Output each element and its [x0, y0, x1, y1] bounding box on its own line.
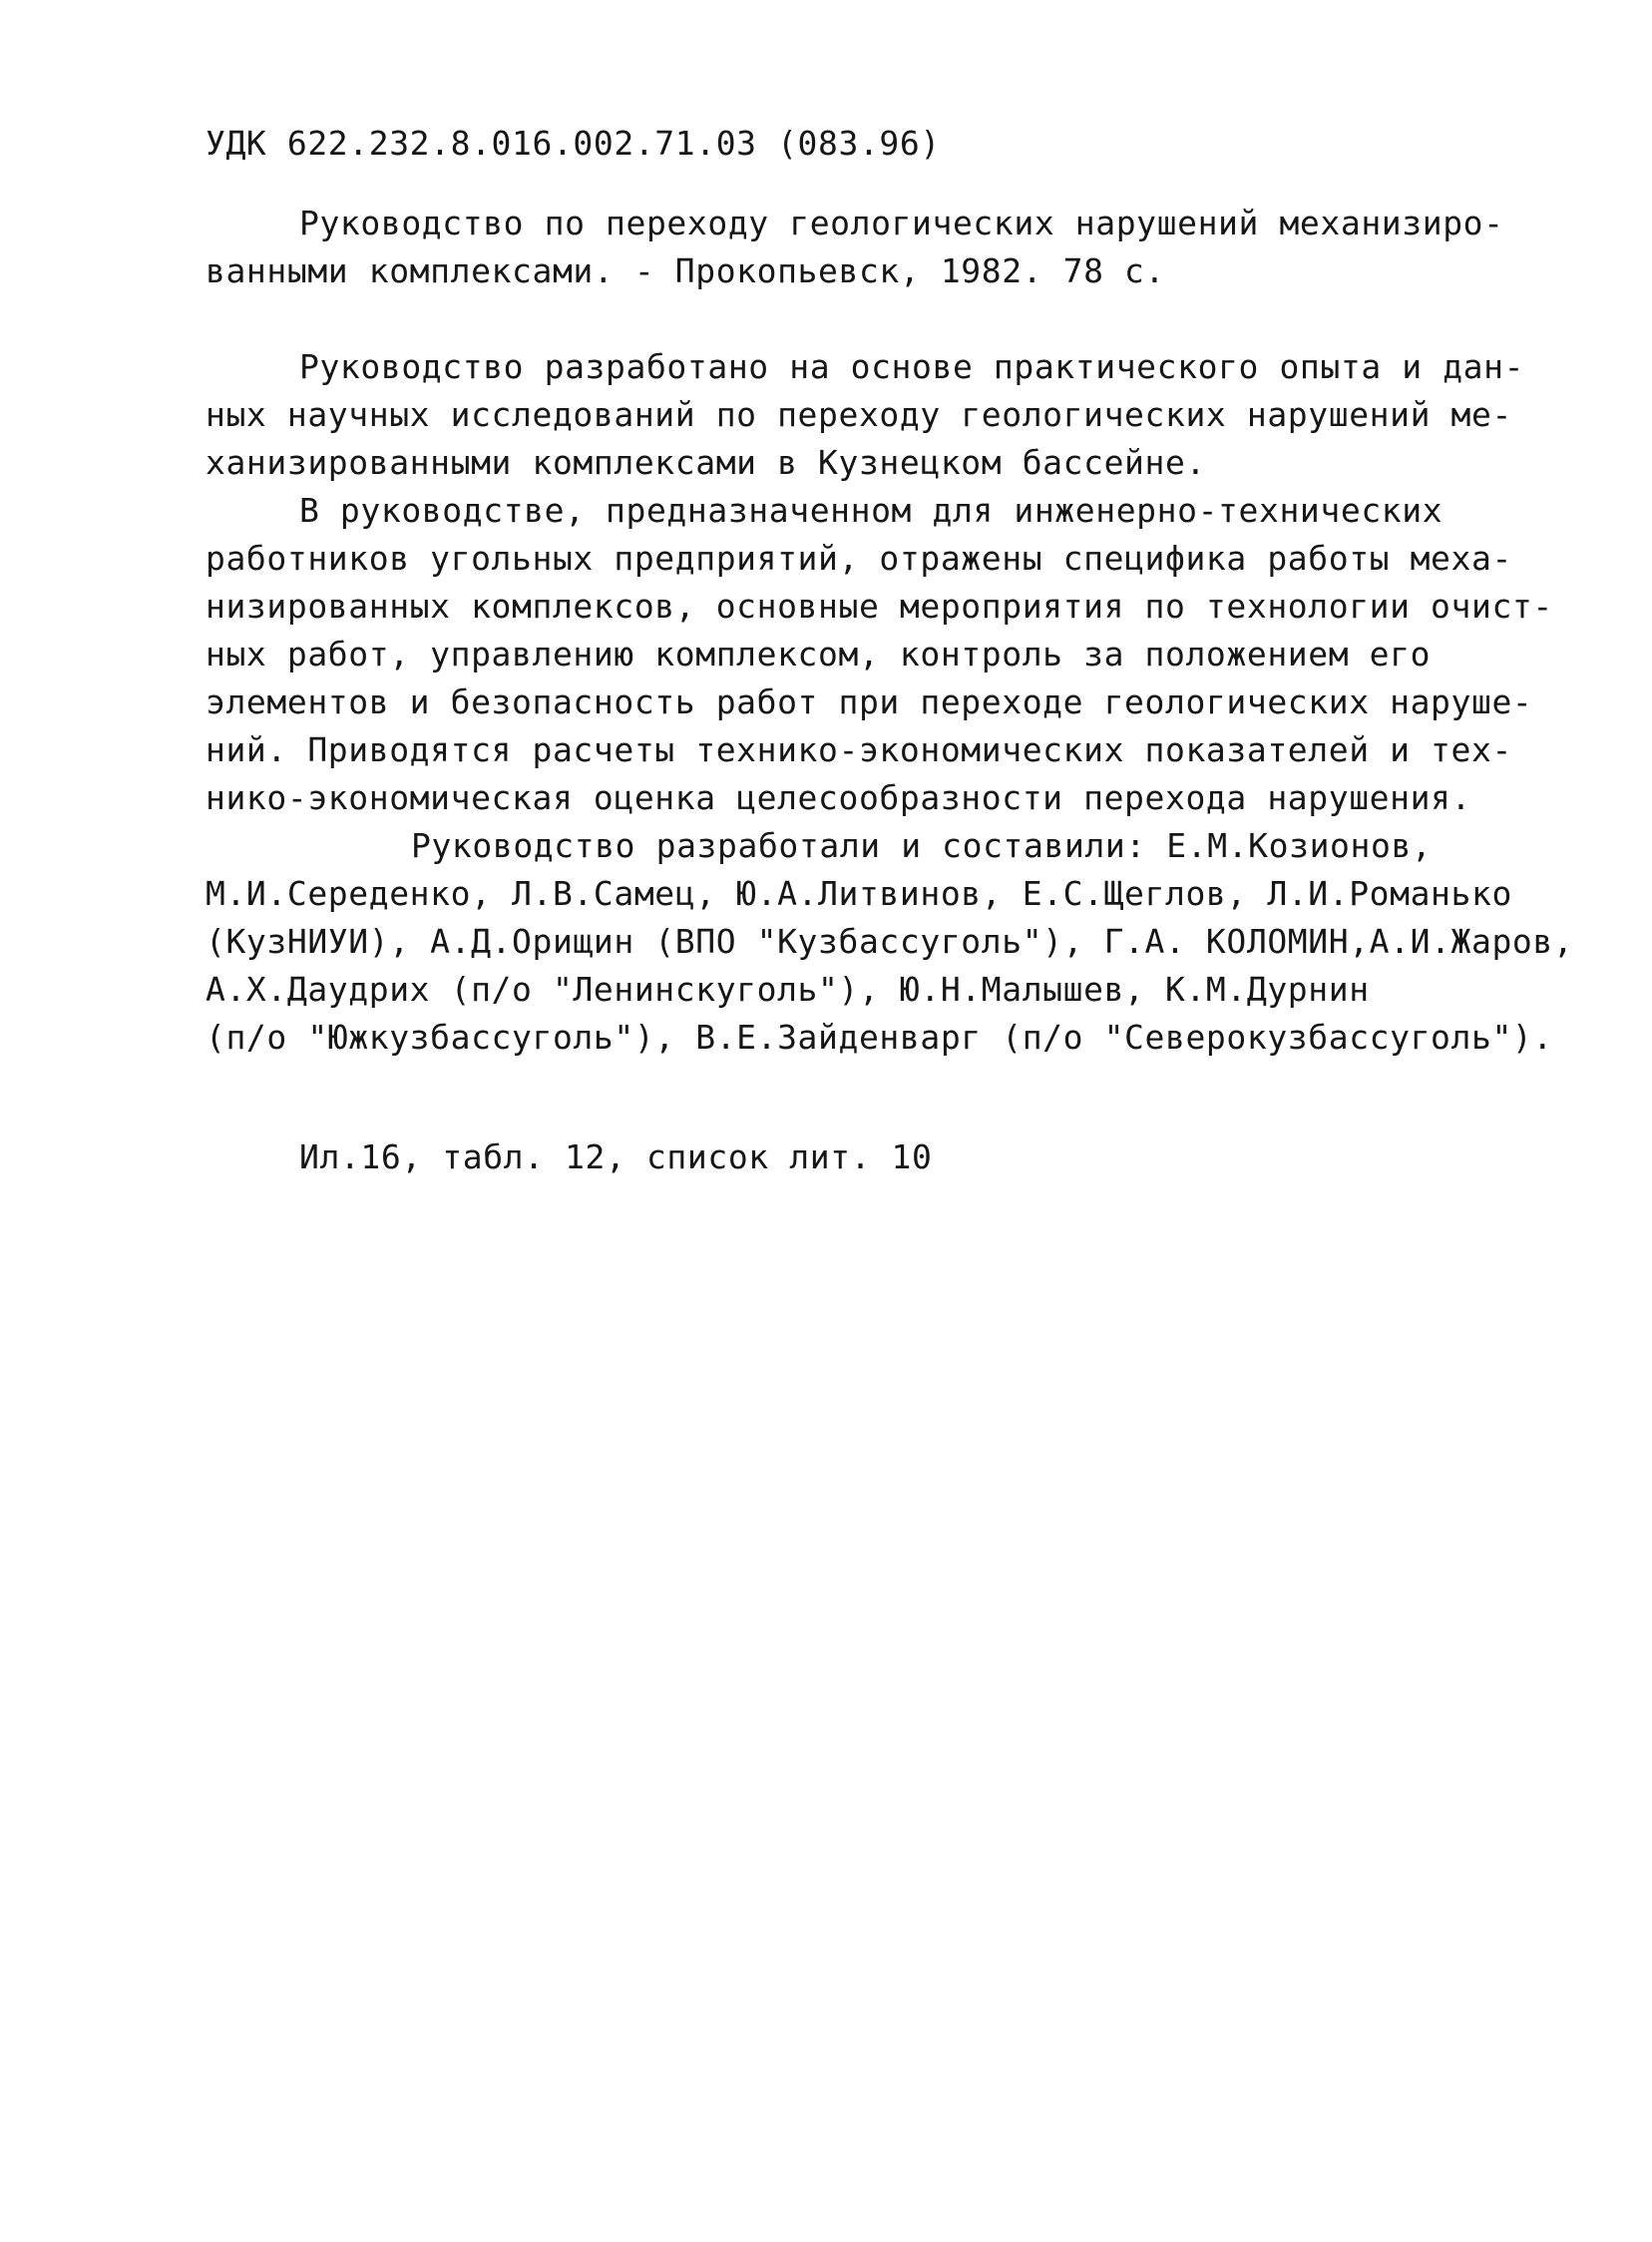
abstract-line-2: ных научных исследований по переходу геологических нарушений ме-: [206, 395, 1512, 434]
abstract-line-3: ханизированными комплексами в Кузнецком бассейне.: [206, 443, 1206, 482]
authors-line-5: (п/о "Южкузбассуголь"), В.Е.Зайденварг (п/о "Северокузбассуголь").: [206, 1018, 1553, 1057]
authors-line-1: Руководство разработали и составили: Е.М.Козионов,: [411, 826, 1433, 865]
abstract-line-1: Руководство разработано на основе практического опыта и дан-: [299, 347, 1525, 386]
purpose-line-6: ний. Приводятся расчеты технико-экономических показателей и тех-: [206, 730, 1512, 769]
purpose-line-5: элементов и безопасность работ при переходе геологических наруше-: [206, 682, 1533, 721]
citation-line-2: ванными комплексами. - Прокопьевск, 1982. 78 с.: [206, 251, 1165, 290]
authors-line-3: (КузНИУИ), А.Д.Орищин (ВПО "Кузбассуголь"), Г.А. КОЛОМИН,А.И.Жаров,: [206, 922, 1574, 961]
authors-line-4: А.Х.Даудрих (п/о "Ленинскуголь"), Ю.Н.Малышев, К.М.Дурнин: [206, 970, 1370, 1009]
udk-line: УДК 622.232.8.016.002.71.03 (083.96): [206, 124, 941, 163]
authors-line-2: М.И.Середенко, Л.В.Самец, Ю.А.Литвинов, Е.С.Щеглов, Л.И.Романько: [206, 874, 1512, 913]
purpose-line-1: В руководстве, предназначенном для инженерно-технических: [299, 491, 1444, 530]
purpose-line-3: низированных комплексов, основные мероприятия по технологии очист-: [206, 587, 1553, 626]
citation-line-1: Руководство по переходу геологических нарушений механизиро-: [299, 204, 1504, 242]
purpose-line-7: нико-экономическая оценка целесообразности перехода нарушения.: [206, 778, 1471, 817]
purpose-line-4: ных работ, управлению комплексом, контроль за положением его: [206, 635, 1432, 673]
purpose-line-2: работников угольных предприятий, отражены специфика работы меха-: [206, 539, 1512, 578]
summary-line: Ил.16, табл. 12, список лит. 10: [299, 1137, 933, 1176]
